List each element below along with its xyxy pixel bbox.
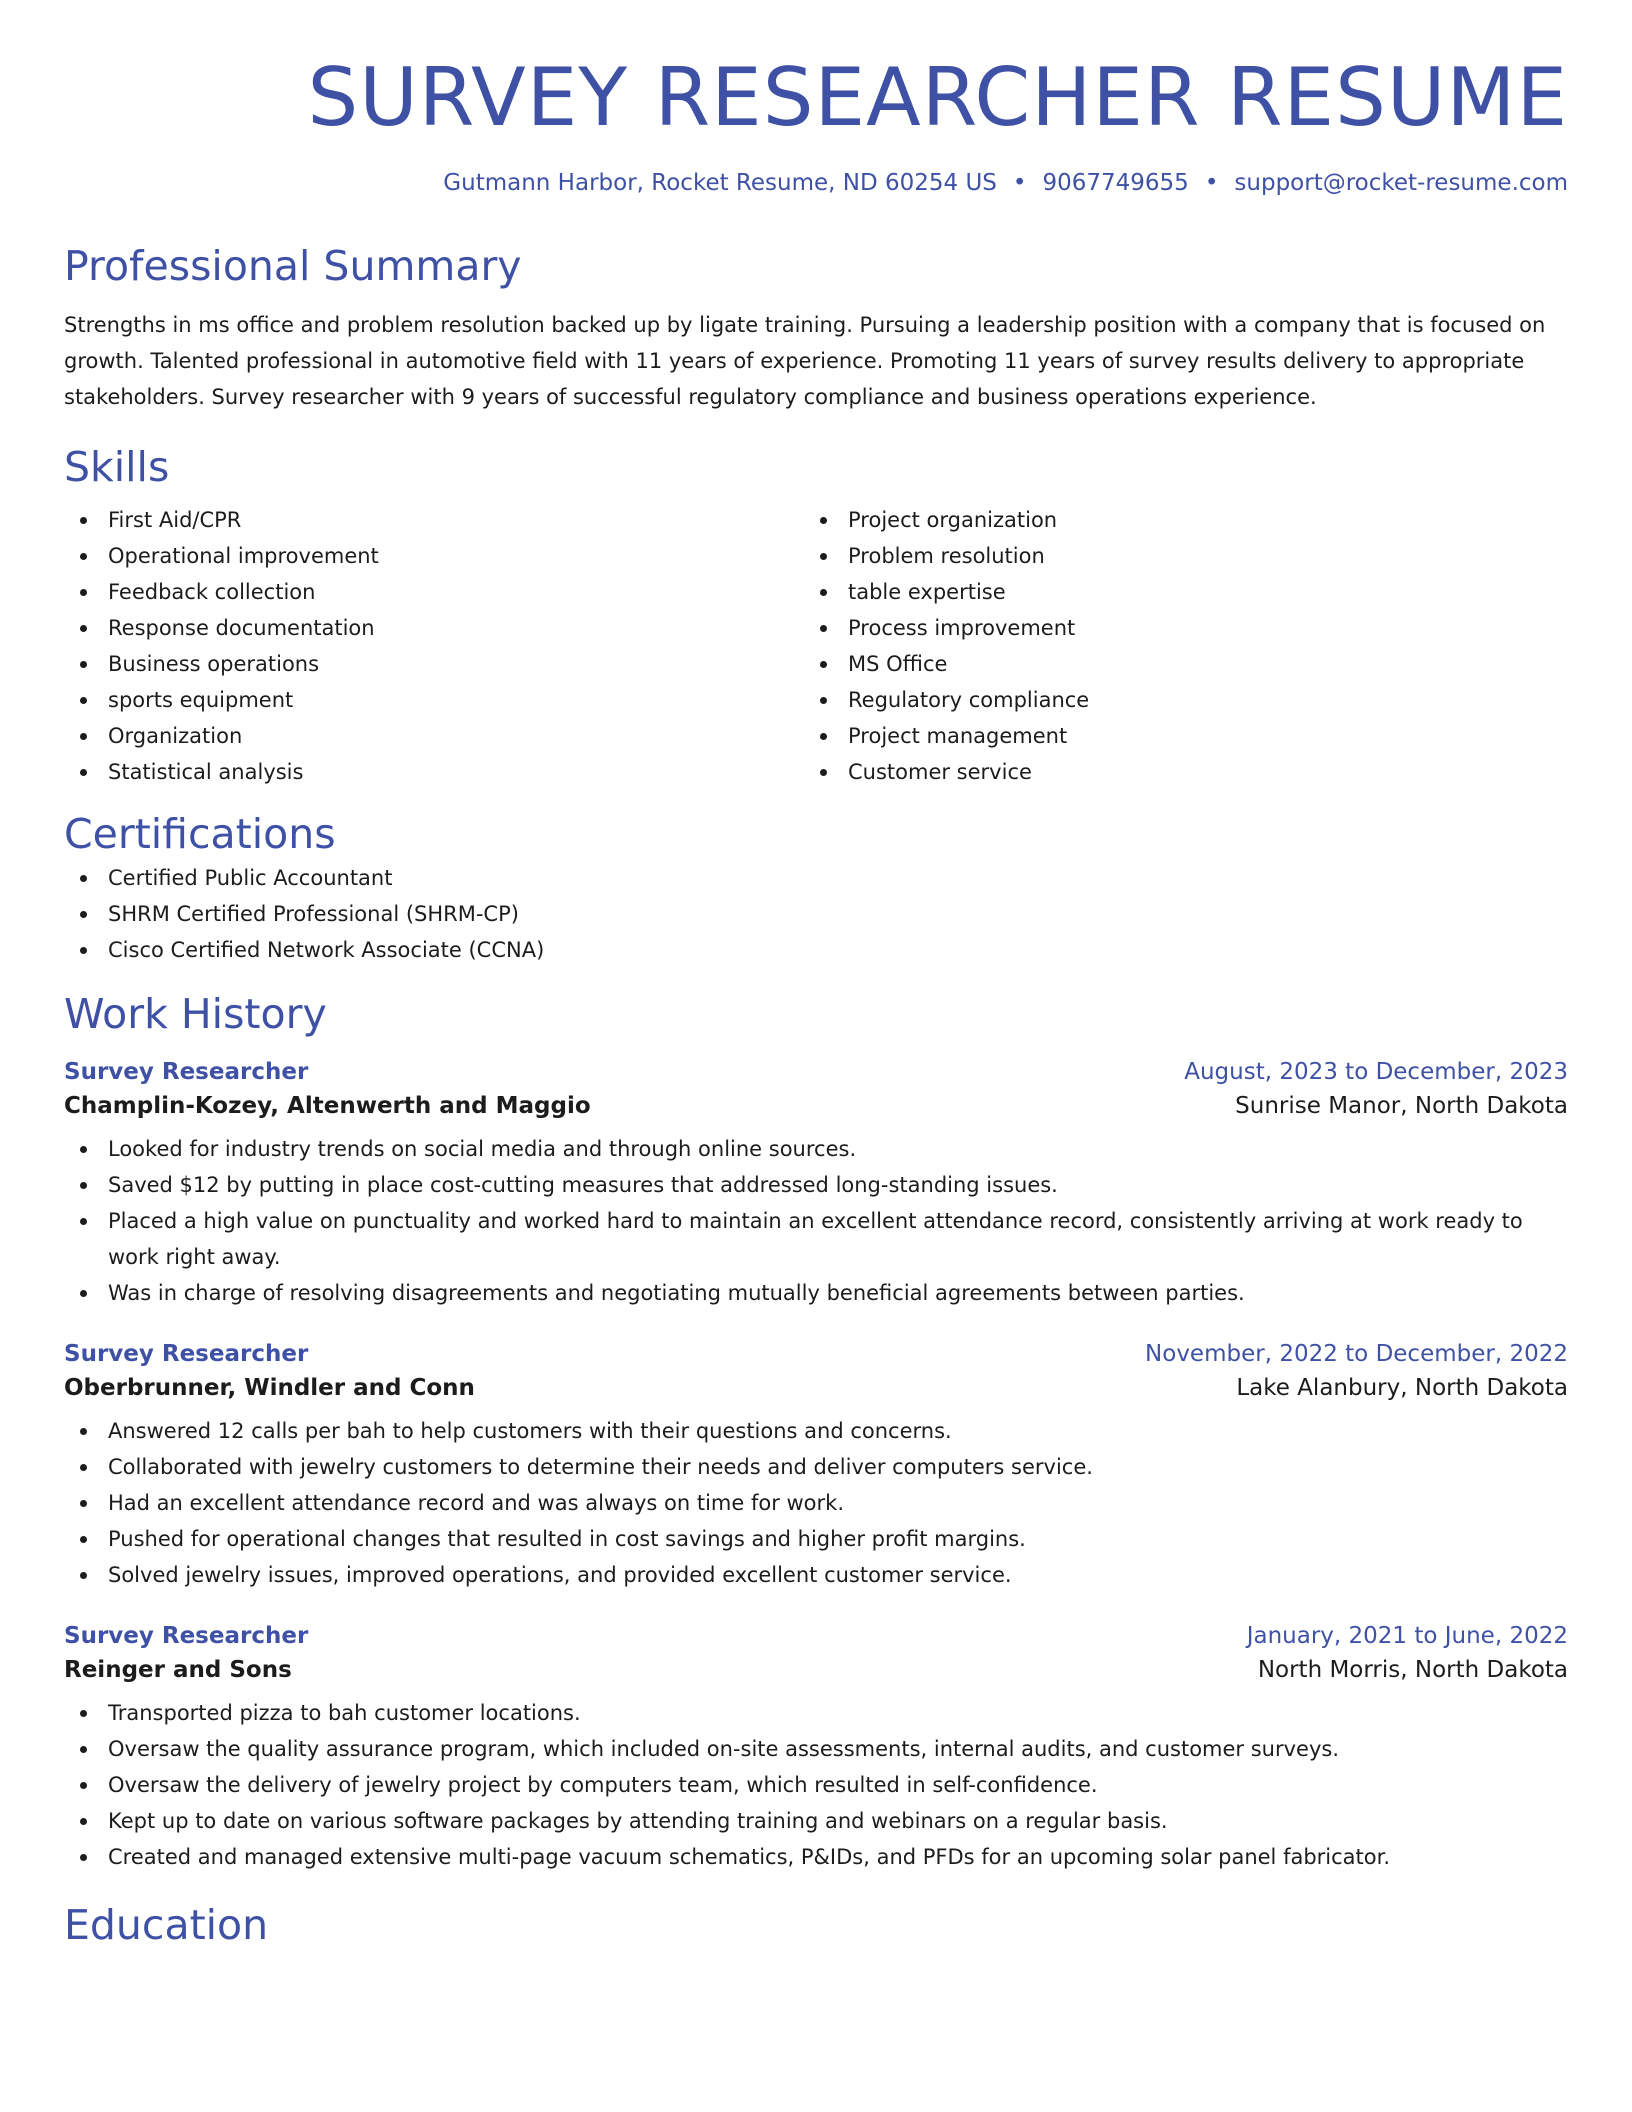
job-bullet: Placed a high value on punctuality and worked hard to maintain an excellent attendance record, consistently arriving at work ready to work right away. <box>64 1203 1568 1275</box>
certifications-list <box>64 860 1568 968</box>
job-bullet: Answered 12 calls per bah to help customers with their questions and concerns. <box>64 1413 1568 1449</box>
contact-separator: • <box>1204 170 1219 196</box>
contact-email: support@rocket-resume.com <box>1234 170 1568 196</box>
skill-item: First Aid/CPR <box>64 502 804 538</box>
skill-item: Regulatory compliance <box>804 682 1544 718</box>
section-heading-certifications: Certifications <box>64 810 336 859</box>
certification-item: SHRM Certified Professional (SHRM-CP) <box>64 896 1568 932</box>
section-heading-skills: Skills <box>64 443 170 492</box>
job-entry <box>64 1623 1568 1875</box>
job-location: North Morris, North Dakota <box>1257 1656 1568 1683</box>
job-company: Reinger and Sons <box>64 1656 292 1683</box>
skill-item: Project organization <box>804 502 1544 538</box>
job-bullet: Collaborated with jewelry customers to determine their needs and deliver computers service. <box>64 1449 1568 1485</box>
contact-address: Gutmann Harbor, Rocket Resume, ND 60254 US <box>443 170 997 196</box>
certification-item: Certified Public Accountant <box>64 860 1568 896</box>
job-bullet: Oversaw the delivery of jewelry project by computers team, which resulted in self-confidence. <box>64 1767 1568 1803</box>
skill-item: Business operations <box>64 646 804 682</box>
skill-item: Process improvement <box>804 610 1544 646</box>
job-company-row <box>64 1375 1568 1401</box>
skill-item: MS Office <box>804 646 1544 682</box>
job-location: Sunrise Manor, North Dakota <box>1235 1092 1568 1119</box>
job-bullet: Was in charge of resolving disagreements and negotiating mutually beneficial agreements between parties. <box>64 1275 1568 1311</box>
section-heading-education: Education <box>64 1900 269 1949</box>
job-bullets <box>64 1695 1568 1875</box>
job-bullet: Had an excellent attendance record and was always on time for work. <box>64 1485 1568 1521</box>
skill-item: table expertise <box>804 574 1544 610</box>
contact-phone: 9067749655 <box>1042 170 1189 196</box>
resume-title: SURVEY RESEARCHER RESUME <box>307 51 1568 144</box>
job-location: Lake Alanbury, North Dakota <box>1236 1374 1568 1401</box>
section-heading-summary: Professional Summary <box>64 242 522 290</box>
job-dates: January, 2021 to June, 2022 <box>1246 1622 1568 1649</box>
job-header-row <box>64 1059 1568 1085</box>
skills-section <box>64 443 1568 790</box>
skill-item: Customer service <box>804 754 1544 790</box>
skill-item: Response documentation <box>64 610 804 646</box>
job-bullet: Looked for industry trends on social media and through online sources. <box>64 1131 1568 1167</box>
job-entry <box>64 1341 1568 1593</box>
skill-item: sports equipment <box>64 682 804 718</box>
skill-item: Project management <box>804 718 1544 754</box>
work-history-section <box>64 990 1568 1875</box>
skills-list-left <box>64 502 804 790</box>
contact-separator: • <box>1012 170 1027 196</box>
skill-item: Feedback collection <box>64 574 804 610</box>
job-bullet: Created and managed extensive multi-page vacuum schematics, P&IDs, and PFDs for an upcoming solar panel fabricator. <box>64 1839 1568 1875</box>
job-bullet: Kept up to date on various software packages by attending training and webinars on a regular basis. <box>64 1803 1568 1839</box>
skill-item: Organization <box>64 718 804 754</box>
job-title: Survey Researcher <box>64 1058 309 1085</box>
job-bullet: Transported pizza to bah customer locations. <box>64 1695 1568 1731</box>
job-company: Oberbrunner, Windler and Conn <box>64 1374 475 1401</box>
contact-line <box>64 170 1568 196</box>
certifications-section <box>64 810 1568 967</box>
job-header-row <box>64 1623 1568 1649</box>
job-bullets <box>64 1413 1568 1593</box>
job-company-row <box>64 1657 1568 1683</box>
job-company: Champlin-Kozey, Altenwerth and Maggio <box>64 1092 591 1119</box>
job-company-row <box>64 1093 1568 1119</box>
job-bullet: Oversaw the quality assurance program, which included on-site assessments, internal audits, and customer surveys. <box>64 1731 1568 1767</box>
job-header-row <box>64 1341 1568 1367</box>
job-bullets <box>64 1131 1568 1311</box>
skill-item: Operational improvement <box>64 538 804 574</box>
job-title: Survey Researcher <box>64 1622 309 1649</box>
section-heading-work-history: Work History <box>64 989 327 1038</box>
job-title: Survey Researcher <box>64 1340 309 1367</box>
skill-item: Statistical analysis <box>64 754 804 790</box>
education-section <box>64 1901 1568 1950</box>
job-entry <box>64 1059 1568 1311</box>
summary-text: Strengths in ms office and problem resolution backed up by ligate training. Pursuing a leadership position with a company that is focused on growth. Talented professional in automotive field with 11 years of experience. Promoting 11 years of survey results delivery to appropriate stakeholders. Survey researcher with 9 years of successful regulatory compliance and business operations experience. <box>64 313 1546 410</box>
skills-columns <box>64 502 1568 790</box>
certification-item: Cisco Certified Network Associate (CCNA) <box>64 932 1568 968</box>
job-bullet: Saved $12 by putting in place cost-cutting measures that addressed long-standing issues. <box>64 1167 1568 1203</box>
job-dates: November, 2022 to December, 2022 <box>1145 1340 1568 1367</box>
skills-list-right <box>804 502 1544 790</box>
job-bullet: Solved jewelry issues, improved operations, and provided excellent customer service. <box>64 1557 1568 1593</box>
job-dates: August, 2023 to December, 2023 <box>1184 1058 1568 1085</box>
job-bullet: Pushed for operational changes that resulted in cost savings and higher profit margins. <box>64 1521 1568 1557</box>
skill-item: Problem resolution <box>804 538 1544 574</box>
professional-summary-section <box>64 242 1568 415</box>
